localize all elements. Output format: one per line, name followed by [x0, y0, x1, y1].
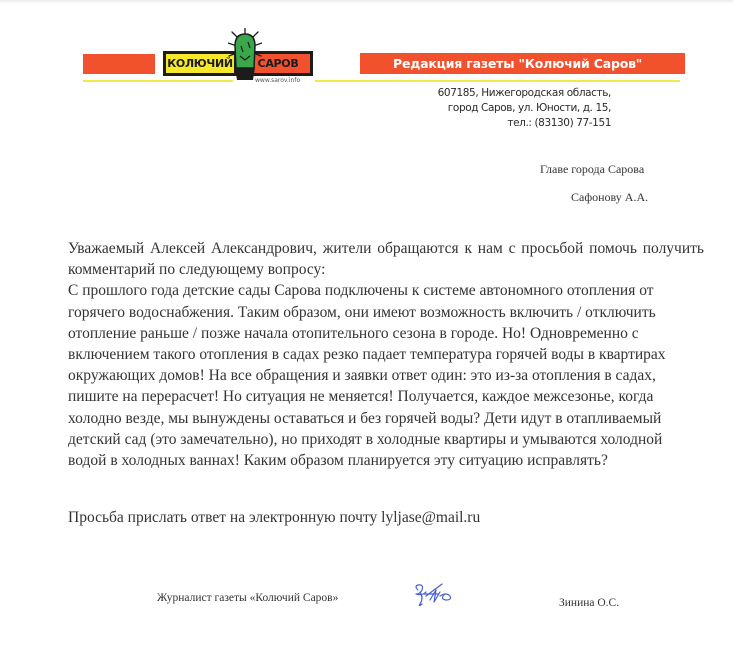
banner-title: Редакция газеты "Колючий Саров" [393, 56, 643, 71]
body-line: С прошлого года детские сады Сарова подключены к системе автономного отопления от [68, 282, 654, 300]
address-line: город Саров, ул. Юности, д. 15, [447, 102, 611, 114]
body-line: включением такого отопления в садах резко падает температура горячей воды в квартирах [68, 346, 666, 364]
letterhead-banner [360, 53, 685, 74]
body-line: окружающих домов! На все обращения и заявки ответ один: это из-за отопления в садах, [68, 367, 656, 385]
newspaper-logo [160, 28, 320, 90]
body-line: горячего водоснабжения. Таким образом, они имеют возможность включить / отключить [68, 303, 656, 321]
body-line: отопление раньше / позже начала отопительного сезона в городе. Но! Одновременно с [68, 324, 639, 342]
signatory-name: Зинина О.С. [559, 597, 620, 609]
logo-text-right: САРОВ [246, 54, 310, 73]
body-line: детский сад (это замечательно), но приходят в холодные квартиры и умываются холодной [68, 430, 663, 448]
letterhead-address [438, 86, 611, 131]
main-paragraph [68, 280, 704, 471]
signatory-role: Журналист газеты «Колючий Саров» [157, 592, 339, 604]
greeting-paragraph: Уважаемый Алексей Александрович, жители обращаются к нам с просьбой помочь получить комментарий по следующему вопросу: [68, 240, 704, 279]
logo-text-left: КОЛЮЧИЙ [166, 54, 234, 73]
body-line: водой в холодных ваннах! Каким образом планируется эту ситуацию исправлять? [68, 452, 608, 470]
logo-url: www.sarov.info [255, 77, 301, 84]
letterhead-red-bar-left [83, 54, 155, 74]
handwritten-signature-icon [412, 582, 460, 610]
letter-body [68, 238, 704, 471]
recipient-name: Сафонову А.А. [571, 190, 649, 204]
address-phone: тел.: (83130) 77-151 [507, 117, 611, 129]
address-line: 607185, Нижегородская область, [437, 87, 611, 99]
page-top-shadow [0, 0, 733, 4]
body-line: холодно везде, мы вынуждены оставаться и без горячей воды? Дети идут в отапливаемый [68, 409, 662, 427]
body-line: пишите на перерасчет! Но ситуация не меняется! Получается, каждое межсезонье, когда [68, 388, 654, 406]
letterhead-yellow-line-right [315, 80, 680, 82]
email-request: Просьба прислать ответ на электронную почту lyljase@mail.ru [68, 509, 481, 526]
recipient-title: Главе города Сарова [540, 162, 645, 176]
